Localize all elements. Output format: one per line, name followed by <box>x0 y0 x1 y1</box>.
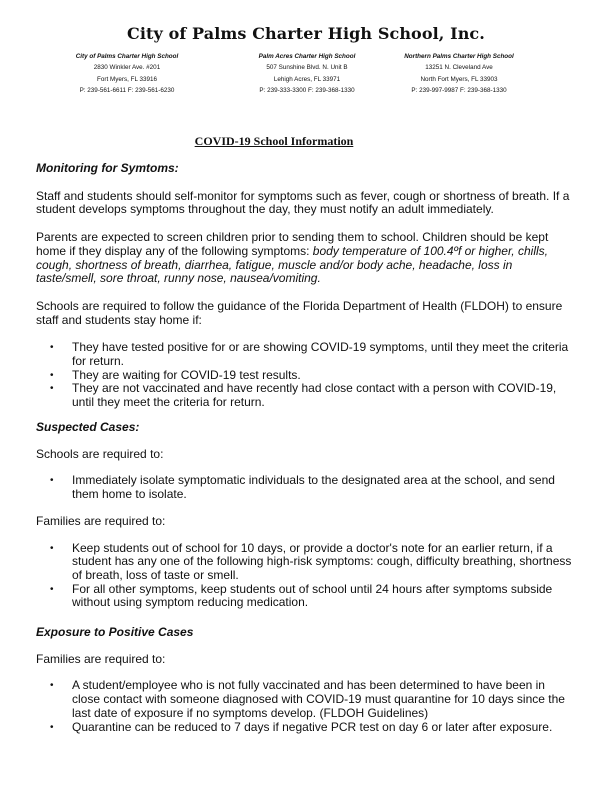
campus-address-line1: 507 Sunshine Blvd. N. Unit B <box>266 64 348 72</box>
document-title: COVID-19 School Information <box>194 134 354 148</box>
bullet-list <box>36 679 576 734</box>
section-exposure <box>36 626 576 734</box>
paragraph: Schools are required to: <box>36 446 164 461</box>
list-item: • A student/employee who is not fully vaccinated and has been determined to have been in close contact with someone diagnosed with COVID-19 must quarantine for 10 days since the last date of exposure if no symptoms develop. (FLDOH Guidelines) <box>36 679 576 720</box>
bullet-list <box>36 474 576 501</box>
symptom-list-text: body temperature of 100.4ºf or higher, chills, cough, shortness of breath, diarrhea, fatigue, muscle and/or body ache, headache, loss in taste/smell, sore throat, runny nose, nausea/vomiting. <box>36 243 548 286</box>
list-item: • For all other symptoms, keep students out of school until 24 hours after symptoms subside without using symptom reducing medication. <box>36 583 576 610</box>
paragraph: Schools are required to follow the guidance of the Florida Department of Health (FLDOH) to ensure staff and students stay home if: <box>36 298 563 327</box>
section-monitoring <box>36 162 576 410</box>
campus-block <box>222 51 392 96</box>
list-item: • They are not vaccinated and have recently had close contact with a person with COVID-19, until they meet the criteria for return. <box>36 382 576 409</box>
list-item: • Immediately isolate symptomatic individuals to the designated area at the school, and send them home to isolate. <box>36 474 576 501</box>
campus-address-line1: 13251 N. Cleveland Ave <box>425 64 493 72</box>
section-suspected-cases <box>36 421 576 610</box>
campus-phone: P: 239-561-6611 F: 239-561-6230 <box>79 86 175 94</box>
campus-address-line2: North Fort Myers, FL 33903 <box>420 75 498 83</box>
campus-block <box>374 51 544 96</box>
paragraph <box>36 231 576 286</box>
bullet-list <box>36 542 576 611</box>
paragraph: Families are required to: <box>36 513 166 528</box>
section-heading: Exposure to Positive Cases <box>36 625 194 639</box>
paragraph: Staff and students should self-monitor for symptoms such as fever, cough or shortness of breath. If a student develops symptoms throughout the day, they must notify an adult immediately. <box>36 188 570 217</box>
campus-address-line2: Lehigh Acres, FL 33971 <box>273 75 341 83</box>
organization-title: City of Palms Charter High School, Inc. <box>127 24 485 43</box>
campus-phone: P: 239-997-9987 F: 239-368-1330 <box>411 86 507 94</box>
section-heading: Suspected Cases: <box>36 420 140 434</box>
list-item: • They are waiting for COVID-19 test results. <box>36 369 576 383</box>
campus-name: City of Palms Charter High School <box>75 53 179 60</box>
list-item: • They have tested positive for or are showing COVID-19 symptoms, until they meet the criteria for return. <box>36 341 576 368</box>
campus-name: Palm Acres Charter High School <box>258 53 356 60</box>
bullet-list <box>36 341 576 410</box>
list-item: • Keep students out of school for 10 days, or provide a doctor's note for an earlier return, if a student has any one of the following high-risk symptoms: cough, difficulty breathing, shortness of breath, loss of taste or smell. <box>36 542 576 583</box>
campus-name: Northern Palms Charter High School <box>404 53 514 60</box>
paragraph: Families are required to: <box>36 651 166 666</box>
campus-phone: P: 239-333-3300 F: 239-368-1330 <box>259 86 355 94</box>
paragraph-lead: Parents are expected to screen children prior to sending them to school. Children should be kept home if they display any of the following symptoms: <box>36 230 549 258</box>
section-heading: Monitoring for Symtoms: <box>36 161 179 175</box>
list-item: • Quarantine can be reduced to 7 days if negative PCR test on day 6 or later after exposure. <box>36 721 576 735</box>
campus-block <box>42 51 212 96</box>
campus-address-line1: 2830 Winkler Ave. #201 <box>93 64 161 72</box>
campus-address-line2: Fort Myers, FL 33916 <box>97 75 157 83</box>
